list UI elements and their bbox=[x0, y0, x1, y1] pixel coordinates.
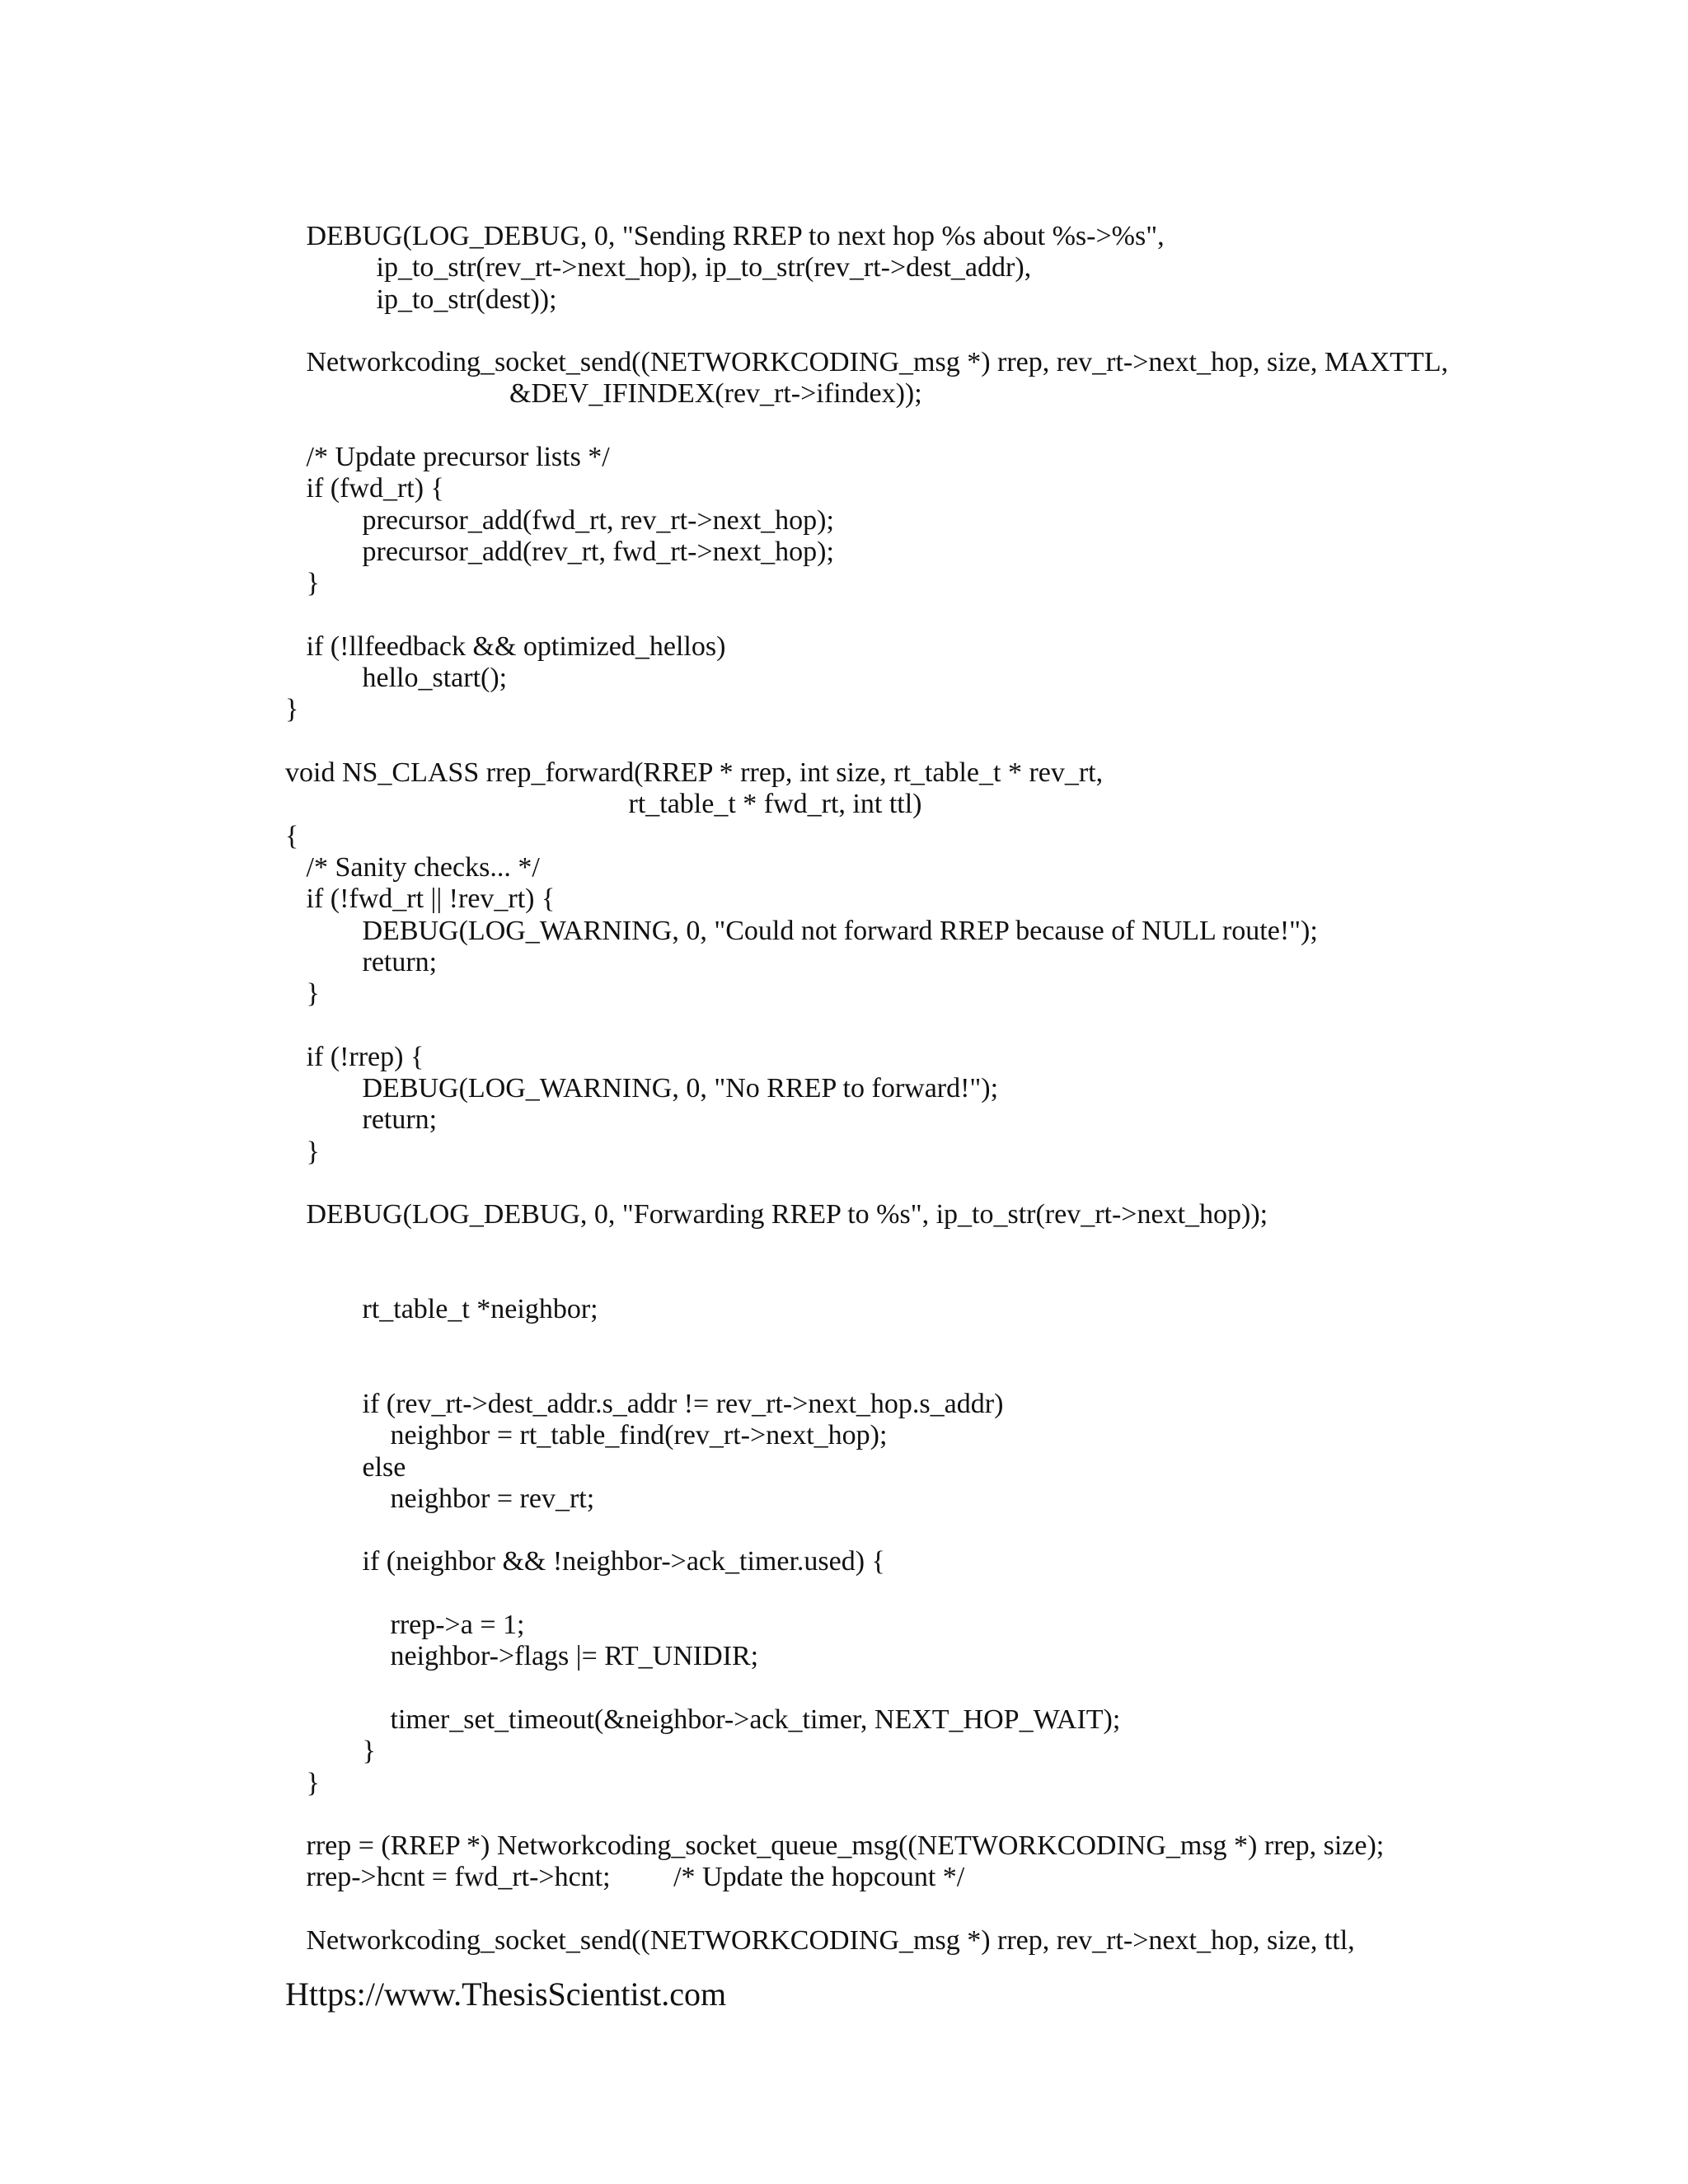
code-line bbox=[285, 316, 1645, 347]
code-line bbox=[285, 1673, 1645, 1704]
code-line bbox=[285, 1168, 1645, 1199]
code-line: ip_to_str(rev_rt->next_hop), ip_to_str(rev_rt->dest_addr), bbox=[285, 252, 1032, 284]
code-line bbox=[285, 410, 1645, 442]
code-line: &DEV_IFINDEX(rev_rt->ifindex)); bbox=[285, 378, 922, 410]
code-line: Networkcoding_socket_send((NETWORKCODING_msg *) rrep, rev_rt->next_hop, size, MAXTTL, bbox=[285, 347, 1448, 378]
code-line bbox=[285, 1894, 1645, 1925]
code-line: return; bbox=[285, 1104, 438, 1136]
code-line: rt_table_t * fwd_rt, int ttl) bbox=[285, 789, 922, 820]
code-line: precursor_add(rev_rt, fwd_rt->next_hop); bbox=[285, 536, 834, 567]
code-line: } bbox=[285, 1767, 320, 1798]
code-line: if (fwd_rt) { bbox=[285, 473, 444, 504]
code-line: } bbox=[285, 568, 320, 599]
code-line bbox=[285, 1578, 1645, 1610]
code-line: return; bbox=[285, 946, 438, 977]
code-line: timer_set_timeout(&neighbor->ack_timer, NEXT_HOP_WAIT); bbox=[285, 1704, 1121, 1735]
code-line bbox=[285, 726, 1645, 757]
code-line bbox=[285, 600, 1645, 631]
footer-url: Https://www.ThesisScientist.com bbox=[285, 1975, 727, 2013]
code-line: } bbox=[285, 978, 320, 1010]
code-line: rt_table_t *neighbor; bbox=[285, 1294, 598, 1325]
code-line bbox=[285, 1357, 1645, 1389]
code-line: ip_to_str(dest)); bbox=[285, 284, 557, 315]
code-line: void NS_CLASS rrep_forward(RREP * rrep, int size, rt_table_t * rev_rt, bbox=[285, 757, 1104, 789]
code-line: rrep = (RREP *) Networkcoding_socket_queue_msg((NETWORKCODING_msg *) rrep, size); bbox=[285, 1830, 1385, 1862]
code-line: precursor_add(fwd_rt, rev_rt->next_hop); bbox=[285, 504, 834, 536]
code-line: if (neighbor && !neighbor->ack_timer.used) { bbox=[285, 1546, 885, 1577]
code-line: DEBUG(LOG_WARNING, 0, "Could not forward RREP because of NULL route!"); bbox=[285, 915, 1318, 946]
code-line: if (rev_rt->dest_addr.s_addr != rev_rt->next_hop.s_addr) bbox=[285, 1388, 1004, 1419]
code-line: DEBUG(LOG_WARNING, 0, "No RREP to forward!"); bbox=[285, 1073, 999, 1104]
code-line bbox=[285, 1263, 1645, 1294]
code-line: /* Sanity checks... */ bbox=[285, 851, 540, 883]
code-line: { bbox=[285, 820, 299, 851]
code-line bbox=[285, 1515, 1645, 1546]
code-line: else bbox=[285, 1451, 406, 1483]
code-listing bbox=[285, 221, 1645, 1957]
code-line: if (!rrep) { bbox=[285, 1041, 424, 1072]
code-line: neighbor = rt_table_find(rev_rt->next_hop); bbox=[285, 1420, 888, 1451]
code-line: if (!fwd_rt || !rev_rt) { bbox=[285, 883, 556, 915]
code-line: rrep->a = 1; bbox=[285, 1610, 525, 1641]
code-line: rrep->hcnt = fwd_rt->hcnt; /* Update the hopcount */ bbox=[285, 1862, 965, 1893]
code-line: neighbor = rev_rt; bbox=[285, 1483, 595, 1514]
code-line: hello_start(); bbox=[285, 663, 508, 694]
code-line: Networkcoding_socket_send((NETWORKCODING_msg *) rrep, rev_rt->next_hop, size, ttl, bbox=[285, 1925, 1355, 1957]
code-line: /* Update precursor lists */ bbox=[285, 442, 610, 473]
code-line bbox=[285, 1325, 1645, 1357]
code-line: if (!llfeedback && optimized_hellos) bbox=[285, 630, 726, 662]
code-line bbox=[285, 1799, 1645, 1830]
code-line: neighbor->flags |= RT_UNIDIR; bbox=[285, 1641, 759, 1672]
code-line bbox=[285, 1231, 1645, 1263]
code-line: DEBUG(LOG_DEBUG, 0, "Sending RREP to next hop %s about %s->%s", bbox=[285, 221, 1165, 251]
code-line: } bbox=[285, 694, 299, 725]
code-line bbox=[285, 1010, 1645, 1041]
code-line: DEBUG(LOG_DEBUG, 0, "Forwarding RREP to %s", ip_to_str(rev_rt->next_hop)); bbox=[285, 1199, 1268, 1230]
code-line: } bbox=[285, 1736, 376, 1767]
code-line: } bbox=[285, 1136, 320, 1167]
